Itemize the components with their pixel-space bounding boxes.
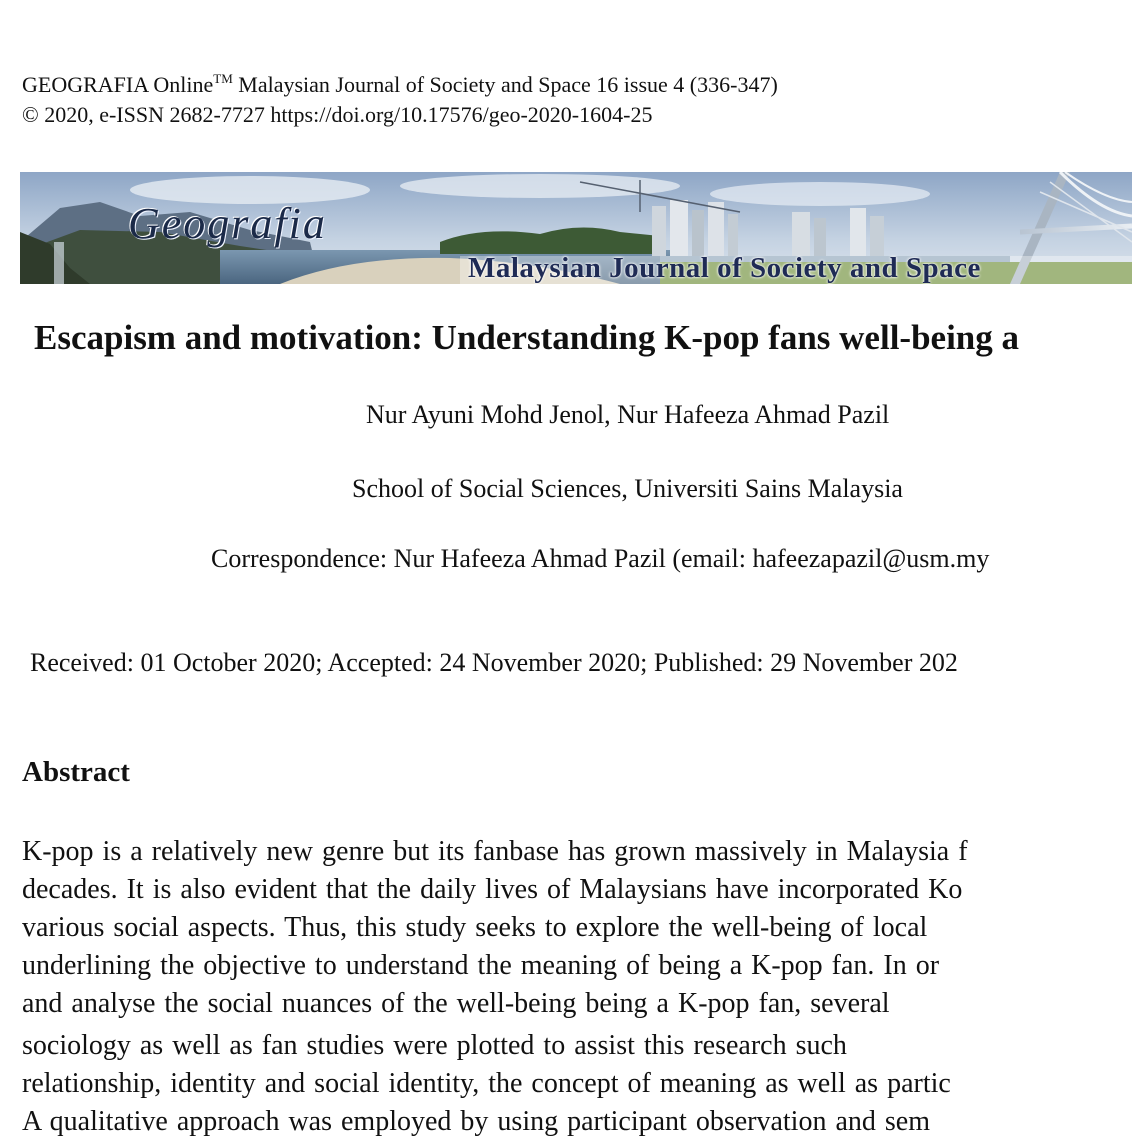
trademark-mark: TM (213, 71, 233, 86)
article-dates: Received: 01 October 2020; Accepted: 24 November 2020; Published: 29 November 202 (30, 648, 958, 677)
abstract-line: sociology as well as fan studies were plotted to assist this research such (22, 1030, 847, 1061)
banner-subtitle: Malaysian Journal of Society and Space (468, 252, 981, 284)
abstract-line: and analyse the social nuances of the well-being being a K-pop fan, several (22, 988, 890, 1019)
abstract-line: A qualitative approach was employed by using participant observation and sem (22, 1106, 930, 1137)
article-affiliation: School of Social Sciences, Universiti Sains Malaysia (352, 474, 903, 503)
geografia-logo-text: Geografia (128, 199, 327, 248)
abstract-line: decades. It is also evident that the daily lives of Malaysians have incorporated Ko (22, 874, 963, 905)
journal-name: GEOGRAFIA Online (22, 72, 214, 97)
abstract-line: various social aspects. Thus, this study seeks to explore the well-being of local (22, 912, 928, 943)
journal-header-line-2: © 2020, e-ISSN 2682-7727 https://doi.org/10.17576/geo-2020-1604-25 (22, 102, 653, 127)
article-title: Escapism and motivation: Understanding K-pop fans well-being a (34, 318, 1020, 357)
abstract-heading: Abstract (22, 756, 130, 788)
article-authors: Nur Ayuni Mohd Jenol, Nur Hafeeza Ahmad Pazil (366, 400, 890, 429)
abstract-line: underlining the objective to understand the meaning of being a K-pop fan. In or (22, 950, 940, 981)
article-correspondence: Correspondence: Nur Hafeeza Ahmad Pazil (email: hafeezapazil@usm.my (211, 544, 990, 573)
journal-header-line-1 (22, 72, 778, 98)
abstract-line: K-pop is a relatively new genre but its fanbase has grown massively in Malaysia f (22, 836, 968, 867)
journal-issue-info: Malaysian Journal of Society and Space 16 issue 4 (336-347) (232, 72, 778, 97)
abstract-line: relationship, identity and social identity, the concept of meaning as well as partic (22, 1068, 951, 1099)
